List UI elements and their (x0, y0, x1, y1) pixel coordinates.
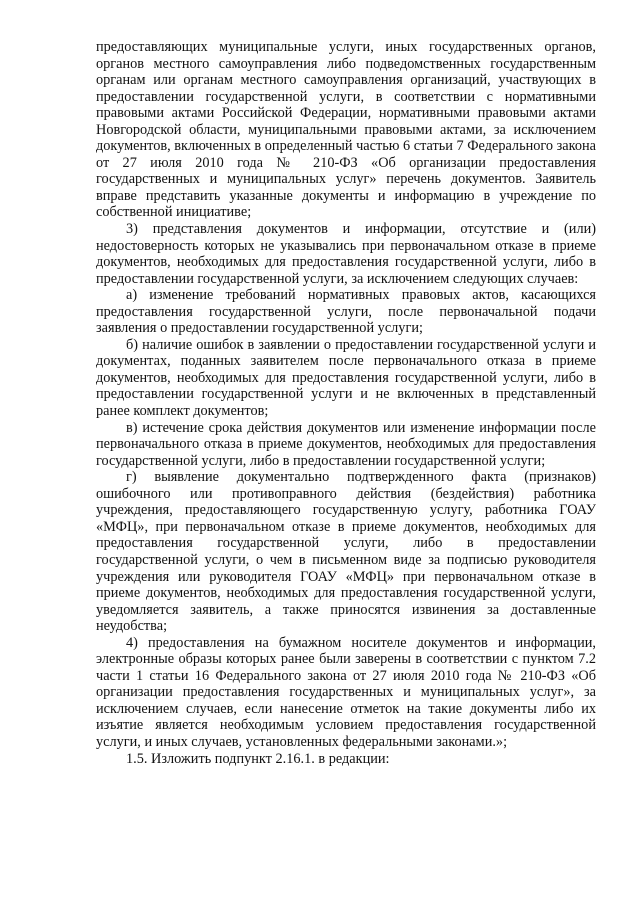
paragraph-item-4: 4) предоставления на бумажном носителе документов и информации, электронные образы которых ранее были заверены в соответствии с пунктом 7.2 части 1 статьи 16 Федерального закона от 27 июля 2010 года № 210-ФЗ «Об организации предоставления государственных и муниципальных услуг», за исключением случаев, если нанесение отметок на такие документы либо их изъятие является необходимым условием предоставления государственной услуги, и иных случаев, установленных федеральными законами.»; (96, 634, 596, 750)
paragraph-section-1-5: 1.5. Изложить подпункт 2.16.1. в редакции: (126, 750, 390, 767)
paragraph-item-3: 3) представления документов и информации, отсутствие и (или) недостоверность которых не указывались при первоначальном отказе в приеме документов, необходимых для предоставления государственной услуги, либо в предоставлении государственной услуги, за исключением следующих случаев: (96, 221, 596, 287)
paragraph-subitem-g: г) выявление документально подтвержденного факта (признаков) ошибочного или противоправного действия (бездействия) работника учреждения, предоставляющего государственную услугу, работника ГОАУ «МФЦ», при первоначальном отказе в приеме документов, необходимых для предоставления государственной услуги, либо в предоставлении государственной услуги, о чем в письменном виде за подписью руководителя учреждения или руководителя ГОАУ «МФЦ» при первоначальном отказе в приеме документов, необходимых для предоставления государственной услуги, уведомляется заявитель, а также приносятся извинения за доставленные неудобства; (96, 469, 596, 635)
paragraph-subitem-b: б) наличие ошибок в заявлении о предоставлении государственной услуги и документах, поданных заявителем после первоначального отказа в приеме документов, необходимых для предоставления государственной услуги, либо в предоставлении государственной услуги и не включенных в представленный ранее комплект документов; (96, 336, 596, 420)
document-body (96, 39, 596, 767)
paragraph-continuation: предоставляющих муниципальные услуги, иных государственных органов, органов местного самоуправления либо подведомственных государственным органам или органам местного самоуправления организаций, участвующих в предоставлении государственной услуги, в соответствии с нормативными правовыми актами Российской Федерации, нормативными правовыми актами Новгородской области, муниципальными правовыми актами, за исключением документов, включенных в определенный частью 6 статьи 7 Федерального закона от 27 июля 2010 года № 210-ФЗ «Об организации предоставления государственных и муниципальных услуг» перечень документов. Заявитель вправе представить указанные документы и информацию в учреждение по собственной инициативе; (96, 39, 596, 221)
paragraph-subitem-a: а) изменение требований нормативных правовых актов, касающихся предоставления государственной услуги, после первоначальной подачи заявления о предоставлении государственной услуги; (96, 287, 596, 337)
paragraph-subitem-v: в) истечение срока действия документов или изменение информации после первоначального отказа в приеме документов, необходимых для предоставления государственной услуги, либо в предоставлении государственной услуги; (96, 419, 596, 469)
